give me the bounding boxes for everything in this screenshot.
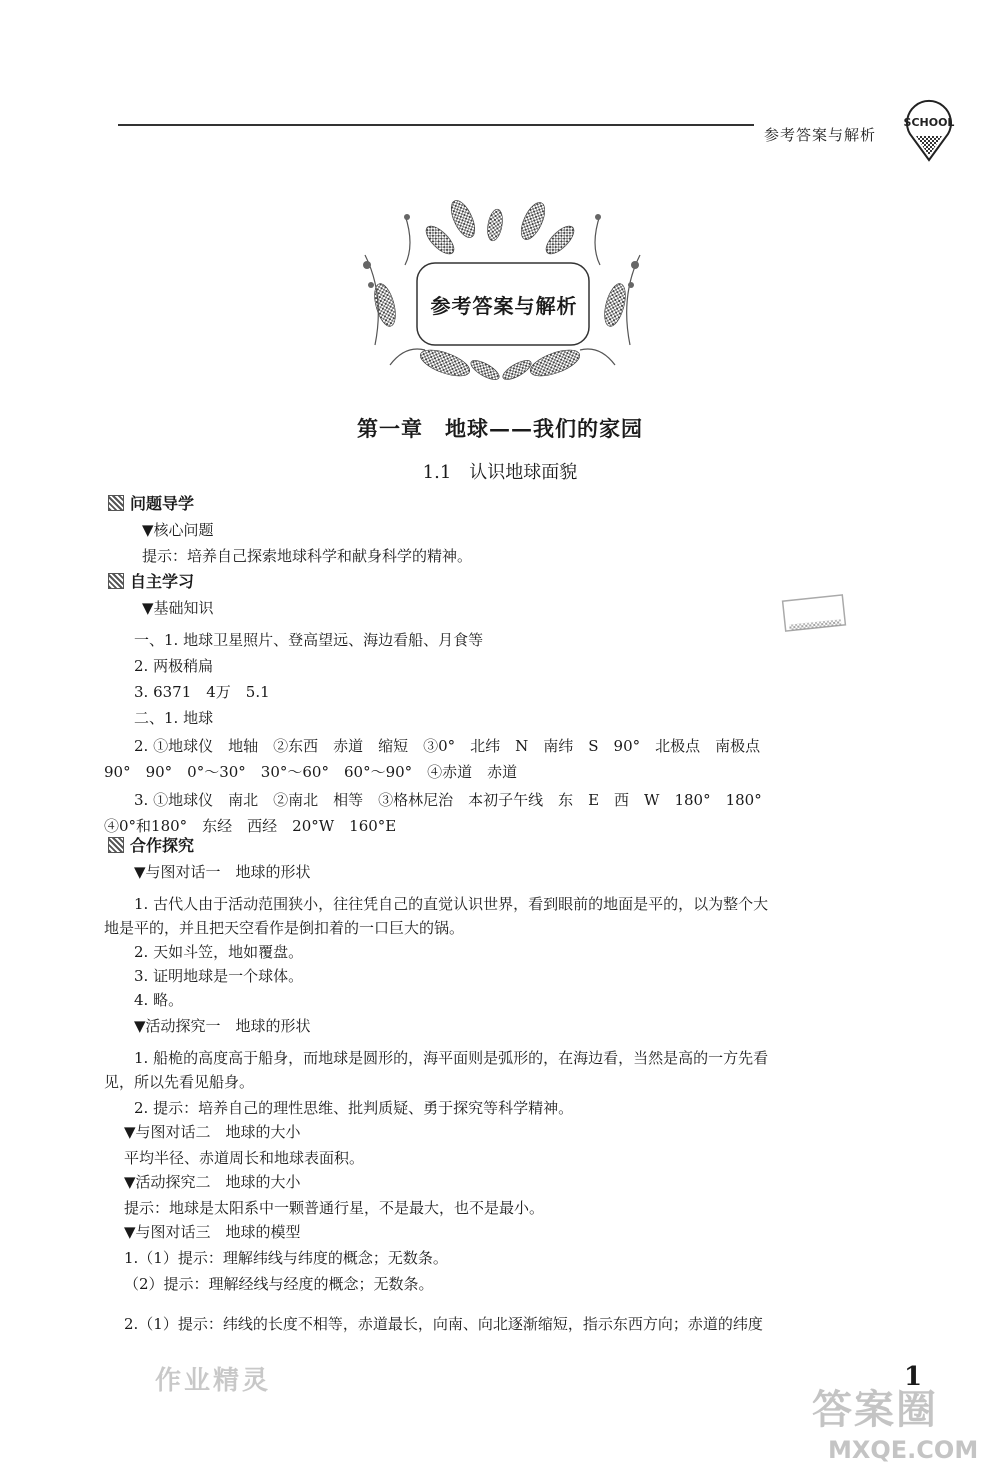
answer-line: 地是平的，并且把天空看作是倒扣着的一口巨大的锅。 [104, 919, 465, 937]
answer-line: 1. 船桅的高度高于船身，而地球是圆形的，海平面则是弧形的，在海边看，当然是高的一方先看 [134, 1049, 769, 1067]
answer-line: 90° 90° 0°～30° 30°～60° 60°～90° ④赤道 赤道 [104, 763, 518, 781]
subheading: ▼活动探究二 地球的大小 [124, 1173, 301, 1191]
wreath-title: 参考答案与解析 [430, 294, 578, 318]
subheading: ▼与图对话二 地球的大小 [124, 1123, 301, 1141]
section-title: 1.1 认识地球面貌 [422, 462, 578, 483]
answer-line: （2）提示：理解经线与经度的概念；无数条。 [124, 1275, 434, 1293]
page-number: 1 [904, 1362, 923, 1392]
header-title: 参考答案与解析 [764, 126, 877, 144]
stamp-icon [780, 592, 852, 634]
answer-line: 提示：培养自己探索地球科学和献身科学的精神。 [142, 547, 473, 565]
section-heading [108, 494, 194, 514]
subheading: ▼核心问题 [142, 521, 214, 539]
answer-line: 二、1. 地球 [134, 709, 214, 727]
footer-brand: 作业精灵 [155, 1366, 272, 1396]
answer-line: 3. 证明地球是一个球体。 [134, 967, 304, 985]
answer-line: 3. ①地球仪 南北 ②南北 相等 ③格林尼治 本初子午线 东 E 西 W 180° 180° [134, 791, 762, 809]
subheading: ▼基础知识 [142, 599, 214, 617]
section-heading-label: 问题导学 [130, 494, 195, 513]
subheading: ▼与图对话三 地球的模型 [124, 1223, 301, 1241]
answer-line: 提示：地球是太阳系中一颗普通行星，不是最大，也不是最小。 [124, 1199, 545, 1217]
section-heading [108, 836, 194, 856]
chapter-title: 第一章 地球——我们的家园 [357, 416, 643, 441]
watermark-url: MXQE.COM [828, 1436, 979, 1464]
answer-line: 1.（1）提示：理解纬线与纬度的概念；无数条。 [124, 1249, 448, 1267]
section-heading-label: 合作探究 [130, 836, 195, 855]
header-rule [118, 124, 754, 126]
school-badge-icon [898, 98, 960, 164]
answer-line: 4. 略。 [134, 991, 184, 1009]
section-icon [108, 573, 124, 589]
answer-line: 2. ①地球仪 地轴 ②东西 赤道 缩短 ③0° 北纬 N 南纬 S 90° 北极点 南极点 [134, 737, 761, 755]
answer-line: 2. 提示：培养自己的理性思维、批判质疑、勇于探究等科学精神。 [134, 1099, 574, 1117]
answer-line: 平均半径、赤道周长和地球表面积。 [124, 1149, 365, 1167]
subheading: ▼活动探究一 地球的形状 [134, 1017, 311, 1035]
section-icon [108, 837, 124, 853]
answer-line: 3. 6371 4万 5.1 [134, 683, 270, 701]
badge-text: SCHOOL [903, 116, 955, 129]
section-heading [108, 572, 194, 592]
subheading: ▼与图对话一 地球的形状 [134, 863, 311, 881]
watermark-text: 答案圈 [812, 1387, 938, 1433]
answer-line: 2.（1）提示：纬线的长度不相等，赤道最长，向南、向北逐渐缩短，指示东西方向；赤道的纬度 [124, 1315, 763, 1333]
answer-line: 见，所以先看见船身。 [104, 1073, 255, 1091]
answer-line: 一、1. 地球卫星照片、登高望远、海边看船、月食等 [134, 631, 484, 649]
section-heading-label: 自主学习 [130, 572, 195, 591]
answer-line: 2. 两极稍扁 [134, 657, 214, 675]
section-icon [108, 495, 124, 511]
answer-line: ④0°和180° 东经 西经 20°W 160°E [104, 817, 397, 835]
answer-line: 1. 古代人由于活动范围狭小，往往凭自己的直觉认识世界，看到眼前的地面是平的，以为整个大 [134, 895, 769, 913]
answer-line: 2. 天如斗笠，地如覆盘。 [134, 943, 304, 961]
